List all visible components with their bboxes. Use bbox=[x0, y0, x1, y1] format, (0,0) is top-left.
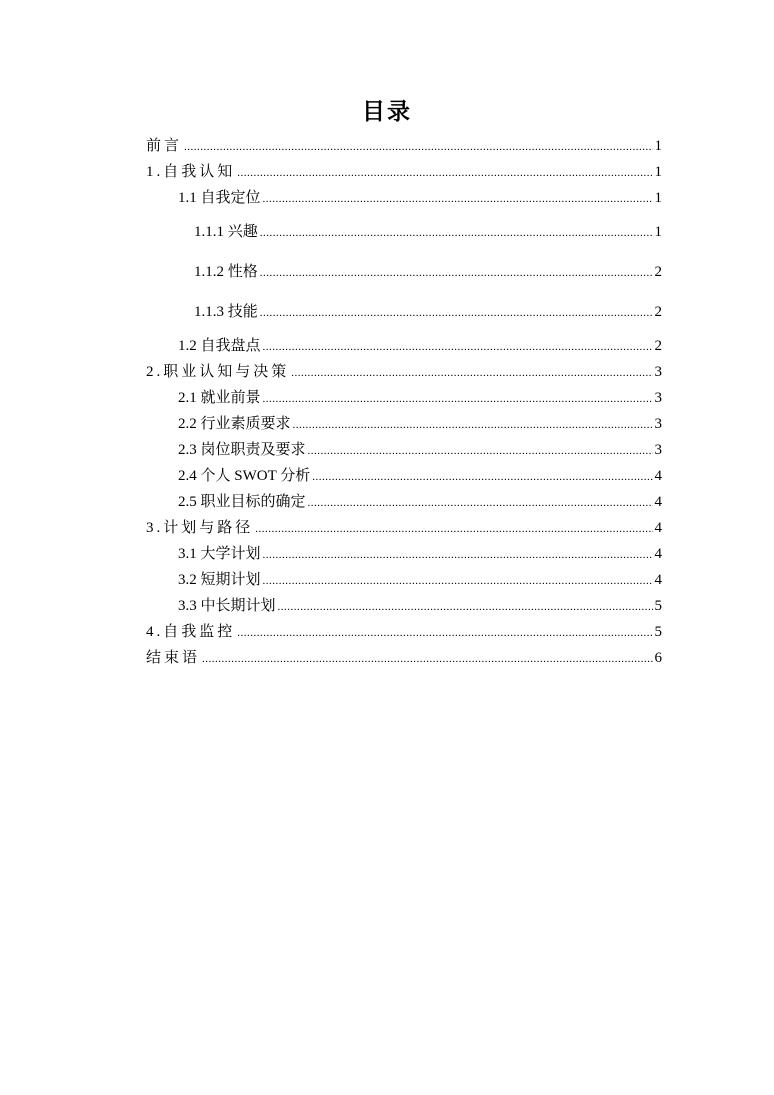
toc-entry-label: 4.自我监控 bbox=[146, 624, 236, 640]
toc-entry[interactable] bbox=[146, 188, 662, 208]
toc-entry[interactable] bbox=[146, 136, 662, 156]
toc-entry-page-number: 4 bbox=[654, 494, 662, 510]
toc-entry-page-number: 1 bbox=[654, 138, 662, 154]
dot-leader bbox=[263, 339, 653, 355]
dot-leader bbox=[184, 139, 652, 155]
toc-entry-page-number: 4 bbox=[654, 572, 662, 588]
toc-entry-label: 1.2 自我盘点 bbox=[178, 338, 261, 354]
toc-entry-page-number: 3 bbox=[654, 442, 662, 458]
toc-entry-page-number: 1 bbox=[654, 224, 662, 240]
toc-entry-page-number: 4 bbox=[654, 520, 662, 536]
toc-entry-page-number: 2 bbox=[654, 338, 662, 354]
toc-entry-page-number: 3 bbox=[654, 390, 662, 406]
toc-entry[interactable] bbox=[146, 302, 662, 322]
toc-entry[interactable] bbox=[146, 648, 662, 668]
toc-entry[interactable] bbox=[146, 622, 662, 642]
dot-leader bbox=[202, 651, 652, 667]
toc-entry-label: 2.1 就业前景 bbox=[178, 390, 261, 406]
toc-entry-label: 1.1 自我定位 bbox=[178, 190, 261, 206]
toc-entry[interactable] bbox=[146, 336, 662, 356]
dot-leader bbox=[308, 443, 653, 459]
dot-leader bbox=[260, 265, 653, 281]
toc-entry[interactable] bbox=[146, 162, 662, 182]
toc-entry-page-number: 1 bbox=[654, 164, 662, 180]
toc-entry-page-number: 2 bbox=[654, 304, 662, 320]
toc-entry-page-number: 1 bbox=[654, 190, 662, 206]
dot-leader bbox=[263, 573, 653, 589]
toc-title: 目录 bbox=[362, 99, 412, 125]
dot-leader bbox=[263, 391, 653, 407]
toc-entry[interactable] bbox=[146, 466, 662, 486]
toc-entry-label: 3.1 大学计划 bbox=[178, 546, 261, 562]
toc-entry[interactable] bbox=[146, 440, 662, 460]
toc-entry-page-number: 3 bbox=[654, 416, 662, 432]
toc-entry[interactable] bbox=[146, 492, 662, 512]
dot-leader bbox=[312, 469, 652, 485]
toc-entry[interactable] bbox=[146, 544, 662, 564]
toc-entry[interactable] bbox=[146, 596, 662, 616]
dot-leader bbox=[308, 495, 653, 511]
toc-entry-page-number: 2 bbox=[654, 264, 662, 280]
toc-entry[interactable] bbox=[146, 222, 662, 242]
dot-leader bbox=[263, 547, 653, 563]
toc-entry-label: 2.4 个人 SWOT 分析 bbox=[178, 468, 311, 484]
toc-entry-label: 1.1.3 技能 bbox=[194, 304, 258, 320]
toc-entry-label: 2.3 岗位职责及要求 bbox=[178, 442, 306, 458]
dot-leader bbox=[263, 191, 653, 207]
toc-entry-page-number: 4 bbox=[654, 546, 662, 562]
dot-leader bbox=[260, 225, 653, 241]
toc-entry-label: 3.3 中长期计划 bbox=[178, 598, 276, 614]
toc-entry[interactable] bbox=[146, 388, 662, 408]
toc-entry-label: 1.1.1 兴趣 bbox=[194, 224, 258, 240]
dot-leader bbox=[237, 625, 652, 641]
toc-entry-label: 2.5 职业目标的确定 bbox=[178, 494, 306, 510]
toc-entry-label: 结束语 bbox=[146, 650, 201, 666]
toc-entry-label: 2.2 行业素质要求 bbox=[178, 416, 291, 432]
toc-entry-label: 3.2 短期计划 bbox=[178, 572, 261, 588]
toc-entry-page-number: 4 bbox=[654, 468, 662, 484]
toc-entry-page-number: 3 bbox=[654, 364, 662, 380]
toc-entry-page-number: 6 bbox=[654, 650, 662, 666]
toc-entry-label: 1.自我认知 bbox=[146, 164, 236, 180]
dot-leader bbox=[278, 599, 653, 615]
toc-entry[interactable] bbox=[146, 570, 662, 590]
toc-entry-label: 2.职业认知与决策 bbox=[146, 364, 290, 380]
toc-entry-label: 3.计划与路径 bbox=[146, 520, 254, 536]
toc-entry-label: 1.1.2 性格 bbox=[194, 264, 258, 280]
toc-entry-page-number: 5 bbox=[654, 624, 662, 640]
toc-entry-label: 前言 bbox=[146, 138, 183, 154]
toc-entry[interactable] bbox=[146, 518, 662, 538]
dot-leader bbox=[291, 365, 652, 381]
dot-leader bbox=[237, 165, 652, 181]
toc-entry[interactable] bbox=[146, 362, 662, 382]
toc-entry[interactable] bbox=[146, 262, 662, 282]
dot-leader bbox=[260, 305, 653, 321]
toc-entry[interactable] bbox=[146, 414, 662, 434]
dot-leader bbox=[293, 417, 653, 433]
toc-entry-page-number: 5 bbox=[654, 598, 662, 614]
dot-leader bbox=[255, 521, 652, 537]
